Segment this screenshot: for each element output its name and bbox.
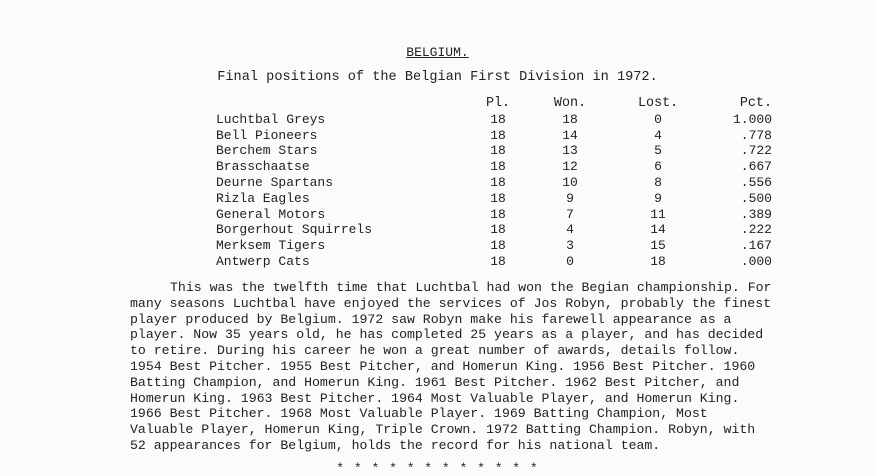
played-cell: 18 [490,159,506,175]
played-cell: 18 [490,253,506,269]
lost-cell: 6 [654,159,662,175]
team-name: Antwerp Cats [216,253,310,269]
table-row [0,207,875,223]
team-name: Deurne Spartans [216,174,334,190]
team-name: Borgerhout Squirrels [216,222,373,238]
won-cell: 9 [566,190,574,206]
played-cell: 18 [490,111,506,127]
pct-cell: .222 [740,222,772,238]
table-row [0,222,875,238]
pct-cell: .556 [740,174,772,190]
team-name: Berchem Stars [216,143,318,159]
paragraph-line: 1954 Best Pitcher. 1955 Best Pitcher, and Homerun King. 1956 Best Pitcher. 1960 [130,358,756,374]
body-paragraph [130,280,850,454]
paragraph-line: Valuable Player, Homerun King, Triple Crown. 1972 Batting Champion. Robyn, with [130,422,756,438]
lost-cell: 5 [654,143,662,159]
paragraph-line: Homerun King. 1963 Best Pitcher. 1964 Most Valuable Player, and Homerun King. [130,390,740,406]
pct-cell: .667 [740,159,772,175]
page-heading: BELGIUM. [406,45,469,60]
team-name: General Motors [216,206,326,222]
won-cell: 13 [562,143,578,159]
header-won: Won. [553,96,587,111]
played-cell: 18 [490,238,506,254]
table-row [0,238,875,254]
played-cell: 18 [490,222,506,238]
lost-cell: 8 [654,174,662,190]
pct-cell: .389 [740,206,772,222]
played-cell: 18 [490,206,506,222]
played-cell: 18 [490,127,506,143]
lost-cell: 18 [650,253,666,269]
paragraph-line: many seasons Luchtbal have enjoyed the services of Jos Robyn, probably the finest [130,295,772,311]
won-cell: 0 [566,253,574,269]
won-cell: 12 [562,159,578,175]
pct-cell: 1.000 [732,111,772,127]
paragraph-line: 52 appearances for Belgium, holds the record for his national team. [130,437,661,453]
won-cell: 10 [562,174,578,190]
header-lost: Lost. [638,96,679,111]
lost-cell: 15 [650,238,666,254]
played-cell: 18 [490,190,506,206]
pct-cell: .167 [740,238,772,254]
table-row [0,128,875,144]
header-played: Pl. [485,96,511,111]
team-name: Luchtbal Greys [216,111,326,127]
paragraph-line: Batting Champion, and Homerun King. 1961 Best Pitcher. 1962 Best Pitcher, and [130,374,740,390]
won-cell: 18 [562,111,578,127]
team-name: Merksem Tigers [216,238,326,254]
pct-cell: .778 [740,127,772,143]
paragraph-line: player. Now 35 years old, he has completed 25 years as a player, and has decided [130,327,764,343]
table-row [0,191,875,207]
pct-cell: .722 [740,143,772,159]
table-title: Final positions of the Belgian First Division in 1972. [217,70,658,85]
paragraph-line: player produced by Belgium. 1972 saw Robyn make his farewell appearance as a [130,311,732,327]
standings-table [0,96,875,270]
header-pct: Pct. [739,96,772,111]
table-row [0,112,875,128]
won-cell: 7 [566,206,574,222]
lost-cell: 0 [654,111,662,127]
paragraph-line: to retire. During his career he won a great number of awards, details follow. [130,343,740,359]
table-row [0,159,875,175]
won-cell: 14 [562,127,578,143]
paragraph-line: This was the twelfth time that Luchtbal had won the Begian championship. For [170,280,772,295]
won-cell: 4 [566,222,574,238]
table-row [0,254,875,270]
team-name: Rizla Eagles [216,190,310,206]
team-name: Brasschaatse [216,159,310,175]
table-row [0,143,875,159]
pct-cell: .000 [740,253,772,269]
played-cell: 18 [490,143,506,159]
won-cell: 3 [566,238,574,254]
team-name: Bell Pioneers [216,127,318,143]
played-cell: 18 [490,174,506,190]
table-header-row [0,96,875,112]
section-divider: * * * * * * * * * * * * [336,461,539,476]
table-row [0,175,875,191]
lost-cell: 11 [650,206,666,222]
lost-cell: 14 [650,222,666,238]
pct-cell: .500 [740,190,772,206]
paragraph-line: 1966 Best Pitcher. 1968 Most Valuable Player. 1969 Batting Champion, Most [130,406,708,422]
lost-cell: 9 [654,190,662,206]
lost-cell: 4 [654,127,662,143]
